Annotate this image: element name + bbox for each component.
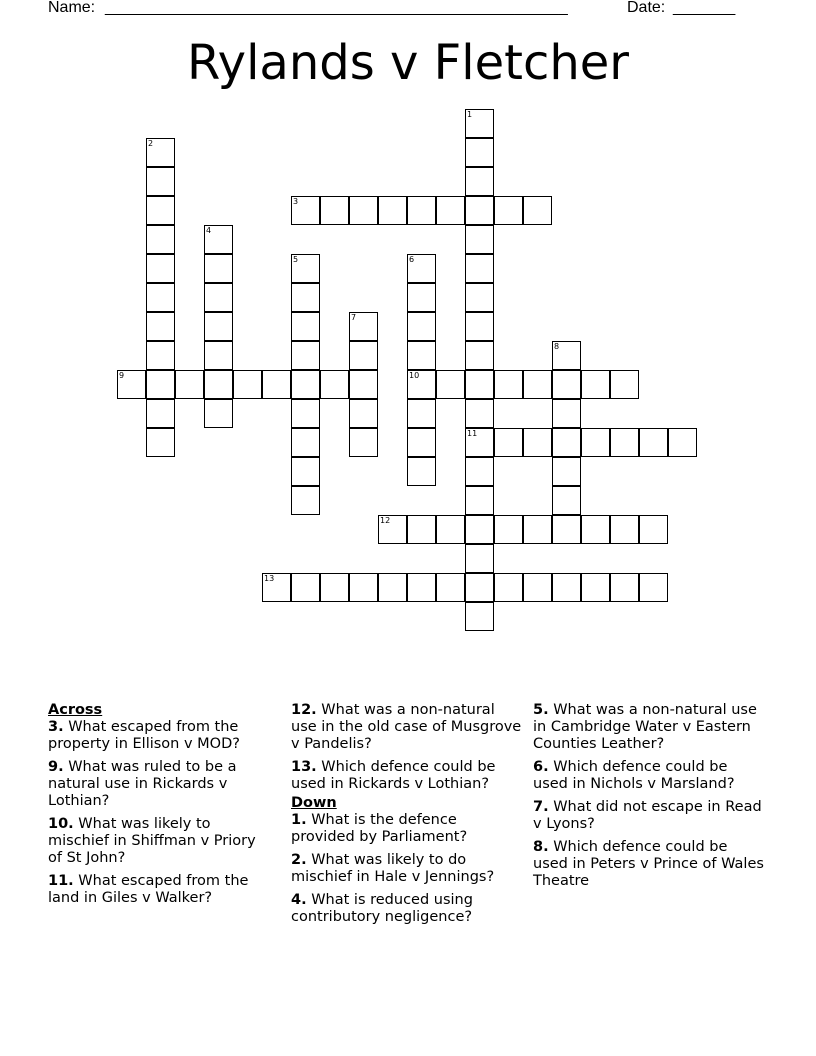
- grid-cell[interactable]: [291, 457, 320, 486]
- grid-cell[interactable]: [407, 283, 436, 312]
- clue-number: 3.: [48, 719, 64, 735]
- grid-cell[interactable]: [407, 457, 436, 486]
- cell-number: 1: [467, 110, 473, 119]
- grid-cell[interactable]: [610, 428, 639, 457]
- grid-cell[interactable]: [291, 312, 320, 341]
- down-clue: [291, 892, 523, 926]
- grid-cell[interactable]: [465, 225, 494, 254]
- grid-cell[interactable]: [320, 370, 349, 399]
- grid-cell[interactable]: [407, 254, 436, 283]
- clue-number: 1.: [291, 812, 307, 828]
- grid-cell[interactable]: [552, 457, 581, 486]
- clue-text: What did not escape in Read v Lyons?: [533, 799, 762, 832]
- clue-text: Which defence could be used in Rickards v Lothian?: [291, 759, 496, 792]
- grid-cell[interactable]: [146, 138, 175, 167]
- grid-cell[interactable]: [523, 428, 552, 457]
- grid-cell[interactable]: [378, 196, 407, 225]
- grid-cell[interactable]: [146, 428, 175, 457]
- clue-number: 6.: [533, 759, 549, 775]
- grid-cell[interactable]: [465, 109, 494, 138]
- grid-cell[interactable]: [291, 370, 320, 399]
- grid-cell[interactable]: [146, 254, 175, 283]
- grid-cell[interactable]: [465, 254, 494, 283]
- clue-text: What was a non-natural use in Cambridge Water v Eastern Counties Leather?: [533, 702, 757, 752]
- grid-cell[interactable]: [262, 370, 291, 399]
- grid-cell[interactable]: [146, 312, 175, 341]
- grid-cell[interactable]: [204, 312, 233, 341]
- grid-cell[interactable]: [610, 370, 639, 399]
- grid-cell[interactable]: [523, 515, 552, 544]
- grid-cell[interactable]: [291, 428, 320, 457]
- clue-number: 13.: [291, 759, 317, 775]
- across-clue: [48, 873, 274, 907]
- grid-cell[interactable]: [146, 167, 175, 196]
- cell-number: 7: [351, 313, 357, 322]
- grid-cell[interactable]: [552, 370, 581, 399]
- grid-cell[interactable]: [465, 573, 494, 602]
- clue-text: Which defence could be used in Nichols v Marsland?: [533, 759, 735, 792]
- grid-cell[interactable]: [552, 515, 581, 544]
- grid-cell[interactable]: [465, 341, 494, 370]
- grid-cell[interactable]: [465, 515, 494, 544]
- across-clue: [48, 719, 274, 753]
- grid-cell[interactable]: [465, 283, 494, 312]
- grid-cell[interactable]: [146, 399, 175, 428]
- grid-cell[interactable]: [291, 486, 320, 515]
- grid-cell[interactable]: [407, 370, 436, 399]
- grid-cell[interactable]: [465, 138, 494, 167]
- grid-cell[interactable]: [552, 341, 581, 370]
- grid-cell[interactable]: [407, 341, 436, 370]
- grid-cell[interactable]: [436, 515, 465, 544]
- grid-cell[interactable]: [407, 196, 436, 225]
- clue-text: What was ruled to be a natural use in Rickards v Lothian?: [48, 759, 237, 809]
- grid-cell[interactable]: [523, 370, 552, 399]
- grid-cell[interactable]: [465, 428, 494, 457]
- grid-cell[interactable]: [175, 370, 204, 399]
- grid-cell[interactable]: [639, 515, 668, 544]
- grid-cell[interactable]: [291, 341, 320, 370]
- grid-cell[interactable]: [465, 167, 494, 196]
- grid-cell[interactable]: [117, 370, 146, 399]
- date-label: Date:: [627, 0, 666, 16]
- grid-cell[interactable]: [349, 196, 378, 225]
- clue-number: 10.: [48, 816, 74, 832]
- grid-cell[interactable]: [146, 370, 175, 399]
- grid-cell[interactable]: [465, 457, 494, 486]
- cell-number: 3: [293, 197, 299, 206]
- clue-text: What was likely to do mischief in Hale v Jennings?: [291, 852, 495, 885]
- grid-cell[interactable]: [552, 486, 581, 515]
- grid-cell[interactable]: [378, 573, 407, 602]
- grid-cell[interactable]: [407, 428, 436, 457]
- grid-cell[interactable]: [610, 515, 639, 544]
- cell-number: 11: [467, 429, 478, 438]
- grid-cell[interactable]: [349, 573, 378, 602]
- grid-cell[interactable]: [349, 428, 378, 457]
- grid-cell[interactable]: [291, 399, 320, 428]
- down-clue: [291, 812, 523, 846]
- grid-cell[interactable]: [291, 196, 320, 225]
- grid-cell[interactable]: [465, 486, 494, 515]
- grid-cell[interactable]: [407, 573, 436, 602]
- grid-cell[interactable]: [291, 254, 320, 283]
- clue-number: 7.: [533, 799, 549, 815]
- grid-cell[interactable]: [581, 515, 610, 544]
- grid-cell[interactable]: [465, 602, 494, 631]
- down-clue: [533, 799, 765, 833]
- clue-number: 8.: [533, 839, 549, 855]
- grid-cell[interactable]: [465, 544, 494, 573]
- date-blank-line[interactable]: _______: [673, 0, 736, 16]
- grid-cell[interactable]: [291, 573, 320, 602]
- clue-text: Which defence could be used in Peters v Prince of Wales Theatre: [533, 839, 764, 889]
- grid-cell[interactable]: [494, 573, 523, 602]
- clue-text: What is reduced using contributory negligence?: [291, 892, 473, 925]
- clue-number: 12.: [291, 702, 317, 718]
- grid-cell[interactable]: [494, 515, 523, 544]
- cell-number: 8: [554, 342, 560, 351]
- grid-cell[interactable]: [523, 196, 552, 225]
- clue-number: 4.: [291, 892, 307, 908]
- clue-text: What escaped from the land in Giles v Walker?: [48, 873, 249, 906]
- grid-cell[interactable]: [523, 573, 552, 602]
- grid-cell[interactable]: [639, 573, 668, 602]
- down-clue: [291, 852, 523, 886]
- grid-cell[interactable]: [233, 370, 262, 399]
- clues-column-1: [48, 702, 274, 913]
- grid-cell[interactable]: [349, 341, 378, 370]
- across-heading: Across: [48, 702, 103, 718]
- grid-cell[interactable]: [581, 370, 610, 399]
- grid-cell[interactable]: [204, 254, 233, 283]
- cell-number: 2: [148, 139, 154, 148]
- cell-number: 13: [264, 574, 275, 583]
- grid-cell[interactable]: [291, 283, 320, 312]
- down-heading: Down: [291, 795, 337, 811]
- clue-text: What was likely to mischief in Shiffman v Priory of St John?: [48, 816, 256, 866]
- grid-cell[interactable]: [494, 428, 523, 457]
- grid-cell[interactable]: [204, 283, 233, 312]
- down-clue: [533, 839, 765, 890]
- grid-cell[interactable]: [146, 225, 175, 254]
- cell-number: 10: [409, 371, 420, 380]
- name-label: Name:: [48, 0, 96, 16]
- page-title: Rylands v Fletcher: [186, 35, 630, 91]
- grid-cell[interactable]: [581, 573, 610, 602]
- grid-cell[interactable]: [465, 196, 494, 225]
- grid-cell[interactable]: [436, 573, 465, 602]
- grid-cell[interactable]: [407, 399, 436, 428]
- grid-cell[interactable]: [581, 428, 610, 457]
- grid-cell[interactable]: [378, 515, 407, 544]
- name-blank-line[interactable]: ____________________________________________________: [105, 0, 568, 16]
- across-clue: [48, 816, 274, 867]
- grid-cell[interactable]: [552, 399, 581, 428]
- clues-column-3: [533, 702, 765, 896]
- clue-number: 2.: [291, 852, 307, 868]
- grid-cell[interactable]: [320, 573, 349, 602]
- across-clue: [291, 759, 523, 793]
- clue-text: What is the defence provided by Parliament?: [291, 812, 468, 845]
- grid-cell[interactable]: [204, 399, 233, 428]
- grid-cell[interactable]: [552, 428, 581, 457]
- grid-cell[interactable]: [407, 515, 436, 544]
- clue-number: 11.: [48, 873, 74, 889]
- clue-number: 9.: [48, 759, 64, 775]
- grid-cell[interactable]: [436, 370, 465, 399]
- grid-cell[interactable]: [465, 399, 494, 428]
- grid-cell[interactable]: [494, 370, 523, 399]
- cell-number: 9: [119, 371, 125, 380]
- down-clue: [533, 702, 765, 753]
- grid-cell[interactable]: [146, 196, 175, 225]
- cell-number: 12: [380, 516, 391, 525]
- grid-cell[interactable]: [349, 312, 378, 341]
- grid-cell[interactable]: [465, 370, 494, 399]
- grid-cell[interactable]: [552, 573, 581, 602]
- cell-number: 5: [293, 255, 299, 264]
- clues-column-2: [291, 702, 523, 932]
- across-clue: [291, 702, 523, 753]
- grid-cell[interactable]: [204, 225, 233, 254]
- clue-number: 5.: [533, 702, 549, 718]
- grid-cell[interactable]: [349, 399, 378, 428]
- grid-cell[interactable]: [436, 196, 465, 225]
- grid-cell[interactable]: [349, 370, 378, 399]
- grid-cell[interactable]: [204, 341, 233, 370]
- grid-cell[interactable]: [407, 312, 436, 341]
- across-clue: [48, 759, 274, 810]
- grid-cell[interactable]: [262, 573, 291, 602]
- down-clue: [533, 759, 765, 793]
- cell-number: 4: [206, 226, 212, 235]
- grid-cell[interactable]: [610, 573, 639, 602]
- grid-cell[interactable]: [494, 196, 523, 225]
- grid-cell[interactable]: [668, 428, 697, 457]
- grid-cell[interactable]: [320, 196, 349, 225]
- clue-text: What was a non-natural use in the old case of Musgrove v Pandelis?: [291, 702, 522, 752]
- grid-cell[interactable]: [146, 341, 175, 370]
- grid-cell[interactable]: [639, 428, 668, 457]
- grid-cell[interactable]: [146, 283, 175, 312]
- clue-text: What escaped from the property in Ellison v MOD?: [48, 719, 240, 752]
- grid-cell[interactable]: [204, 370, 233, 399]
- cell-number: 6: [409, 255, 415, 264]
- grid-cell[interactable]: [465, 312, 494, 341]
